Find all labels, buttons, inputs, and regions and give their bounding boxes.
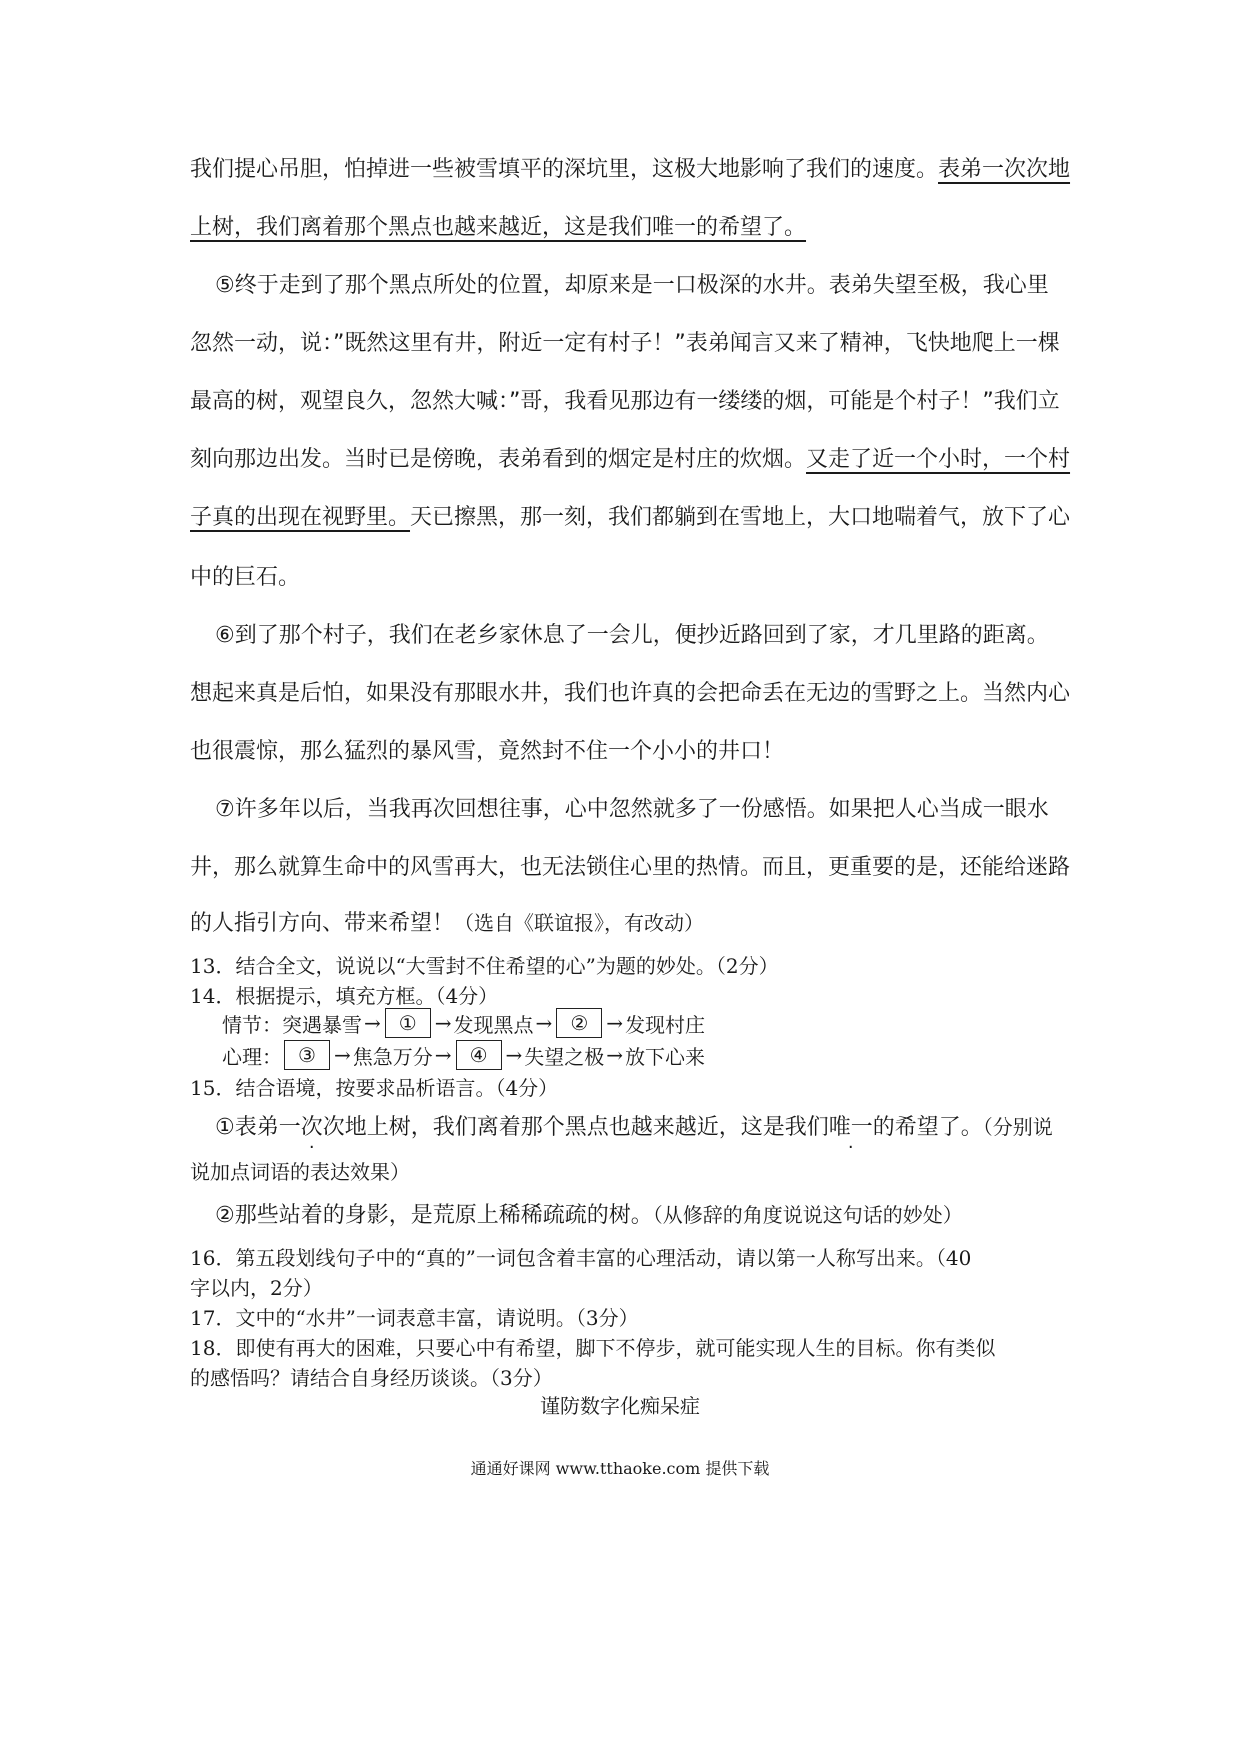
dotted-word: 唯一 [828, 1115, 873, 1140]
paragraph-line: 想起来真是后怕，如果没有那眼水井，我们也许真的会把命丢在无边的雪野之上。当然内心 [190, 681, 1071, 706]
next-article-title: 谨防数字化痴呆症 [540, 1394, 700, 1418]
text-run: 的人指引方向、带来希望！ [190, 911, 455, 936]
question-16-cont: 字以内，2分） [190, 1276, 323, 1300]
page-footer: 通通好课网 www.tthaoke.com 提供下载 [470, 1459, 770, 1478]
paragraph-line: 井，那么就算生命中的风雪再大，也无法锁住心里的热情。而且，更重要的是，还能给迷路 [190, 855, 1071, 880]
plot-flow [222, 1008, 705, 1038]
question-18-cont: 的感悟吗？请结合自身经历谈谈。（3分） [190, 1366, 553, 1390]
dotted-word: 一次次 [278, 1115, 345, 1140]
question-15-item-1 [215, 1110, 1085, 1141]
instruction-text: （从修辞的角度说说这句话的妙处） [652, 1203, 963, 1227]
question-15-item-2 [215, 1198, 1085, 1229]
text-run: 失望之极 [524, 1044, 605, 1069]
text-run: 发现村庄 [625, 1012, 706, 1037]
instruction-text: 说加点词语的表达效果） [190, 1160, 410, 1184]
arrow-icon: → [434, 1011, 452, 1035]
paragraph-line: ⑦许多年以后，当我再次回想往事，心中忽然就多了一份感悟。如果把人心当成一眼水 [215, 797, 1049, 822]
text-run: 焦急万分 [352, 1044, 433, 1069]
paragraph-line: 也很震惊，那么猛烈的暴风雪，竟然封不住一个小小的井口！ [190, 739, 785, 764]
arrow-icon: → [334, 1043, 351, 1067]
text-run: 天已擦黑，那一刻，我们都躺到在雪地上，大口地喘着气，放下了心 [410, 505, 1071, 530]
arrow-icon: → [606, 1043, 624, 1067]
arrow-icon: → [606, 1011, 624, 1035]
paragraph-line: 最高的树，观望良久，忽然大喊：”哥，我看见那边有一缕缕的烟，可能是个村子！”我们立 [190, 389, 1060, 414]
underlined-text: 表弟一次次地 [938, 157, 1071, 182]
text-run: 放下心来 [625, 1044, 706, 1069]
question-17: 17．文中的“水井”一词表意丰富，请说明。（3分） [190, 1306, 639, 1330]
source-citation: （选自《联谊报》，有改动） [454, 911, 705, 935]
arrow-icon: → [535, 1011, 553, 1035]
text-run: 的希望了。 [872, 1115, 983, 1140]
arrow-icon: → [434, 1043, 452, 1067]
text-run: 刻向那边出发。当时已是傍晚，表弟看到的烟定是村庄的炊烟。 [190, 447, 807, 472]
paragraph-line: 中的巨石。 [190, 565, 301, 590]
question-15: 15．结合语境，按要求品析语言。（4分） [190, 1076, 559, 1100]
arrow-icon: → [364, 1011, 381, 1035]
question-16: 16．第五段划线句子中的“真的”一词包含着丰富的心理活动，请以第一人称写出来。（40 [190, 1246, 972, 1270]
mind-flow [222, 1040, 705, 1070]
underlined-text: 上树，我们离着那个黑点也越来越近，这是我们唯一的希望了。 [190, 215, 807, 240]
paragraph-line: 忽然一动，说：”既然这里有井，附近一定有村子！”表弟闻言又来了精神，飞快地爬上一棵 [190, 331, 1060, 356]
paragraph-line [190, 500, 1071, 531]
text-run: 情节：突遇暴雪 [222, 1012, 362, 1037]
paragraph-line [190, 152, 1071, 183]
instruction-text: （分别说 [982, 1115, 1053, 1139]
text-run: 我们提心吊胆，怕掉进一些被雪填平的深坑里，这极大地影响了我们的速度。 [190, 157, 939, 182]
arrow-icon: → [505, 1043, 523, 1067]
text-run: 发现黑点 [453, 1012, 534, 1037]
answer-box: ④ [456, 1040, 502, 1070]
text-run: ①表弟 [215, 1115, 279, 1140]
paragraph-line: ⑥到了那个村子，我们在老乡家休息了一会儿，便抄近路回到了家，才几里路的距离。 [215, 623, 1049, 648]
text-run: 心理： [222, 1044, 282, 1069]
paragraph-line: ⑤终于走到了那个黑点所处的位置，却原来是一口极深的水井。表弟失望至极，我心里 [215, 273, 1049, 298]
question-13: 13．结合全文，说说以“大雪封不住希望的心”为题的妙处。（2分） [190, 954, 779, 978]
underlined-text: 子真的出现在视野里。 [190, 505, 411, 530]
paragraph-line [190, 906, 1060, 937]
question-18: 18．即使有再大的困难，只要心中有希望，脚下不停步，就可能实现人生的目标。你有类似 [190, 1336, 996, 1360]
text-run: ②那些站着的身影，是荒原上稀稀疏疏的树。 [215, 1203, 653, 1228]
underlined-text: 又走了近一个小时，一个村 [806, 447, 1071, 472]
answer-box: ③ [284, 1040, 330, 1070]
paragraph-line [190, 210, 1060, 241]
text-run: 地上树，我们离着那个黑点也越来越近，这是我们 [344, 1115, 829, 1140]
answer-box: ② [556, 1008, 602, 1038]
answer-box: ① [385, 1008, 431, 1038]
paragraph-line [190, 442, 1071, 473]
question-14: 14．根据提示，填充方框。（4分） [190, 984, 499, 1008]
